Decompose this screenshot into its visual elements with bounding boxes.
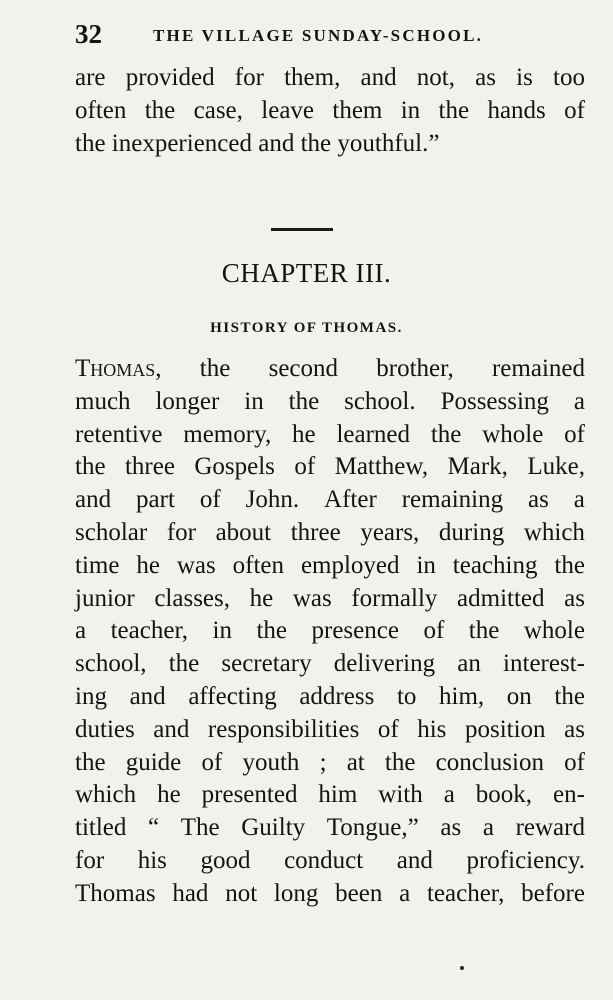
word: the bbox=[144, 96, 176, 124]
word: remaining bbox=[401, 486, 504, 514]
word: a bbox=[573, 387, 585, 415]
word: of bbox=[201, 748, 223, 776]
word: during bbox=[438, 518, 505, 546]
word: responsibilities bbox=[207, 715, 360, 743]
word: for bbox=[166, 518, 196, 546]
text-line bbox=[75, 845, 585, 878]
text-line bbox=[75, 419, 585, 452]
word: them, bbox=[284, 64, 341, 91]
word: an bbox=[457, 650, 481, 678]
word: admitted bbox=[457, 584, 545, 612]
word: about bbox=[215, 518, 272, 546]
word: school. bbox=[344, 387, 416, 415]
word: The bbox=[180, 814, 220, 842]
word: as bbox=[564, 715, 585, 743]
word: good bbox=[200, 846, 251, 874]
word: Possessing bbox=[440, 387, 549, 415]
word: too bbox=[553, 64, 585, 91]
word: John. bbox=[245, 486, 300, 514]
word: of bbox=[423, 617, 445, 645]
word: After bbox=[324, 486, 377, 514]
word: book, bbox=[475, 781, 533, 809]
word: in bbox=[400, 96, 421, 124]
word: a bbox=[399, 879, 411, 907]
word: much bbox=[75, 387, 131, 415]
word: Thomas bbox=[75, 879, 156, 907]
word: Luke, bbox=[527, 453, 585, 481]
word: not bbox=[225, 879, 258, 907]
word: conclusion bbox=[435, 748, 544, 776]
text-line bbox=[75, 451, 585, 484]
word: on bbox=[506, 682, 532, 710]
text-line bbox=[75, 95, 585, 128]
word: and bbox=[129, 682, 166, 710]
word: and bbox=[153, 715, 190, 743]
word: often bbox=[232, 551, 285, 579]
word: to bbox=[396, 682, 417, 710]
page-number: 32 bbox=[75, 19, 102, 49]
text-line bbox=[75, 484, 585, 517]
word: guide bbox=[125, 748, 182, 776]
word: interest- bbox=[503, 650, 585, 678]
word: was bbox=[292, 584, 332, 612]
word: ; bbox=[319, 748, 327, 776]
word: as bbox=[475, 64, 496, 91]
word: the bbox=[438, 96, 470, 124]
text-line bbox=[75, 353, 585, 386]
word: he bbox=[157, 781, 181, 809]
text-line bbox=[75, 681, 585, 714]
word: for bbox=[75, 846, 105, 874]
word: the bbox=[75, 748, 106, 776]
word: before bbox=[521, 879, 585, 907]
opening-words bbox=[75, 353, 585, 386]
word: proficiency. bbox=[466, 846, 585, 874]
word: whole bbox=[482, 420, 544, 448]
word: employed bbox=[300, 551, 400, 579]
word: Matthew, bbox=[334, 453, 429, 481]
word: time bbox=[75, 551, 120, 579]
word: in bbox=[212, 617, 232, 645]
word: ing bbox=[75, 682, 107, 710]
word: position bbox=[464, 715, 546, 743]
word: teacher, bbox=[110, 617, 189, 645]
word: of bbox=[294, 453, 316, 481]
word: he bbox=[136, 551, 160, 579]
text-line bbox=[75, 714, 585, 747]
chapter-heading: CHAPTER III. bbox=[221, 258, 392, 288]
word: his bbox=[417, 715, 447, 743]
word: and bbox=[360, 64, 397, 91]
word: them bbox=[332, 96, 383, 124]
word: hands bbox=[487, 96, 546, 124]
word: the bbox=[256, 617, 288, 645]
word: memory, bbox=[183, 420, 272, 448]
word: the bbox=[384, 748, 416, 776]
word: of bbox=[564, 420, 585, 448]
running-title: THE VILLAGE SUNDAY-SCHOOL. bbox=[153, 26, 484, 45]
word: are bbox=[75, 64, 106, 91]
word: been bbox=[335, 879, 383, 907]
text-line bbox=[75, 62, 585, 95]
first-line-text: , the second brother, remained bbox=[155, 355, 585, 382]
word: delivering bbox=[333, 650, 436, 678]
word: at bbox=[346, 748, 365, 776]
word: part bbox=[136, 486, 175, 514]
word: Guilty bbox=[241, 814, 306, 842]
word: and bbox=[75, 486, 112, 514]
word: case, bbox=[193, 96, 243, 124]
word: which bbox=[75, 781, 137, 809]
text-line bbox=[75, 878, 585, 911]
drop-initial: T bbox=[75, 355, 91, 382]
text-line bbox=[75, 779, 585, 812]
small-caps-word: homas bbox=[90, 355, 156, 382]
text-line bbox=[75, 615, 585, 648]
word: not, bbox=[416, 64, 455, 91]
word: was bbox=[176, 551, 216, 579]
word: en- bbox=[553, 781, 585, 809]
word: the bbox=[75, 453, 106, 481]
chapter-body bbox=[75, 353, 585, 911]
word: retentive bbox=[75, 420, 163, 448]
word: him bbox=[318, 781, 358, 809]
word: longer bbox=[155, 387, 220, 415]
word: junior bbox=[75, 584, 135, 612]
word: classes, bbox=[154, 584, 230, 612]
word: the bbox=[288, 387, 320, 415]
word: leave bbox=[261, 96, 315, 124]
word: the bbox=[554, 682, 585, 710]
word: youth bbox=[242, 748, 300, 776]
word: presented bbox=[201, 781, 298, 809]
text-line bbox=[75, 517, 585, 550]
word: of bbox=[377, 715, 399, 743]
word: three bbox=[290, 518, 341, 546]
word: the bbox=[468, 617, 500, 645]
chapter-subheading: HISTORY OF THOMAS. bbox=[210, 320, 403, 336]
word: conduct bbox=[284, 846, 364, 874]
word: often bbox=[75, 96, 127, 124]
word: had bbox=[172, 879, 209, 907]
word: a bbox=[573, 486, 585, 514]
word: of bbox=[564, 748, 585, 776]
word: in bbox=[416, 551, 436, 579]
word: presence bbox=[311, 617, 399, 645]
word: learned bbox=[336, 420, 411, 448]
intro-paragraph bbox=[75, 62, 585, 160]
section-divider bbox=[271, 228, 333, 231]
running-head bbox=[75, 18, 585, 50]
word: three bbox=[124, 453, 175, 481]
text-line bbox=[75, 648, 585, 681]
word: he bbox=[249, 584, 274, 612]
word: which bbox=[523, 518, 585, 546]
text-line bbox=[75, 747, 585, 780]
word: is bbox=[516, 64, 533, 91]
word: as bbox=[440, 814, 462, 842]
word: school, bbox=[75, 650, 147, 678]
word: reward bbox=[515, 814, 585, 842]
word: teaching bbox=[452, 551, 538, 579]
text-line bbox=[75, 812, 585, 845]
word: teacher, bbox=[426, 879, 505, 907]
word: secretary bbox=[221, 650, 312, 678]
word: duties bbox=[75, 715, 135, 743]
word: whole bbox=[523, 617, 585, 645]
word: provided bbox=[125, 64, 215, 91]
word: address bbox=[299, 682, 375, 710]
word: a bbox=[482, 814, 494, 842]
word: as bbox=[528, 486, 549, 514]
text-line bbox=[75, 386, 585, 419]
word: a bbox=[443, 781, 455, 809]
word: in bbox=[244, 387, 264, 415]
word: long bbox=[273, 879, 319, 907]
word: of bbox=[199, 486, 221, 514]
word: titled bbox=[75, 814, 127, 842]
paper-speck bbox=[460, 966, 464, 970]
word: a bbox=[75, 617, 87, 645]
word: formally bbox=[351, 584, 438, 612]
word: the bbox=[168, 650, 200, 678]
text-line bbox=[75, 550, 585, 583]
word: as bbox=[564, 584, 585, 612]
word: the bbox=[554, 551, 585, 579]
text-line: the inexperienced and the youthful.” bbox=[75, 129, 440, 157]
word: and bbox=[396, 846, 433, 874]
word: he bbox=[292, 420, 316, 448]
word: Gospels bbox=[194, 453, 275, 481]
word: his bbox=[137, 846, 167, 874]
word: for bbox=[234, 64, 264, 91]
word: years, bbox=[360, 518, 420, 546]
word: of bbox=[564, 96, 585, 124]
word: Tongue,” bbox=[326, 814, 419, 842]
word: affecting bbox=[188, 682, 277, 710]
word: him, bbox=[439, 682, 485, 710]
word: “ bbox=[148, 814, 160, 842]
text-line bbox=[75, 583, 585, 616]
word: the bbox=[430, 420, 462, 448]
word: with bbox=[378, 781, 423, 809]
word: Mark, bbox=[447, 453, 508, 481]
word: scholar bbox=[75, 518, 148, 546]
